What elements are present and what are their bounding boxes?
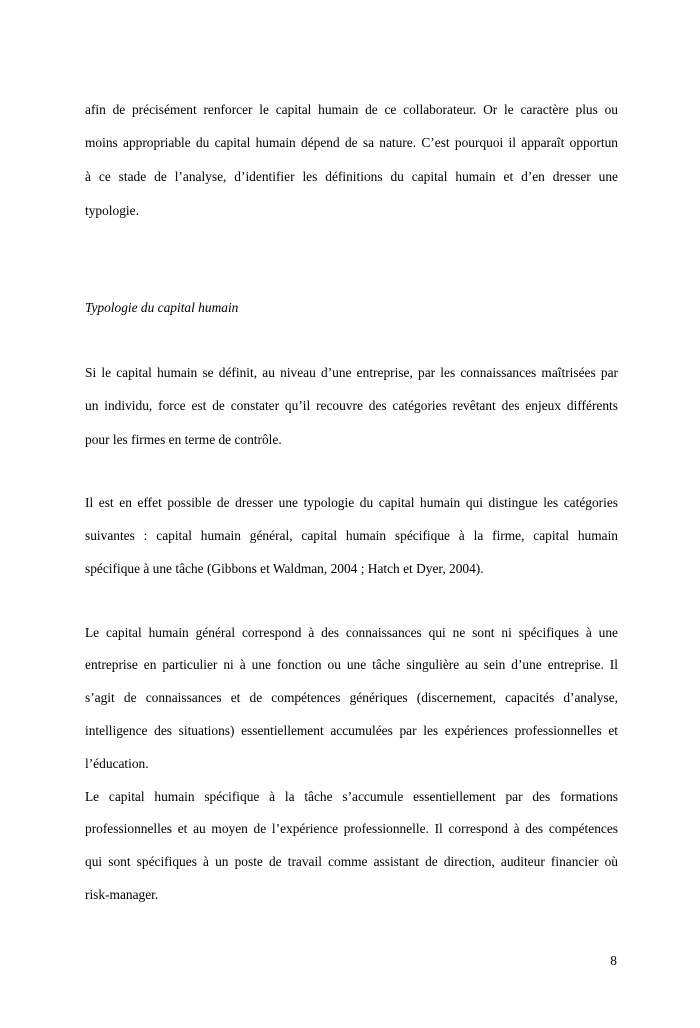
paragraph-1-line-3: à ce stade de l’analyse, d’identifier les définitions du capital humain et d’en dresser une — [85, 169, 618, 184]
paragraph-5-line-4: risk-manager. — [85, 887, 159, 902]
paragraph-2-line-3: pour les firmes en terme de contrôle. — [85, 432, 282, 447]
paragraph-4-line-4: intelligence des situations) essentiellement accumulées par les expériences professionnelles et — [85, 723, 618, 738]
paragraph-4-line-5: l’éducation. — [85, 756, 149, 771]
paragraph-5-line-2: professionnelles et au moyen de l’expérience professionnelle. Il correspond à des compétences — [85, 821, 618, 836]
paragraph-3-line-1: Il est en effet possible de dresser une typologie du capital humain qui distingue les catégories — [85, 495, 618, 510]
paragraph-1-line-2: moins appropriable du capital humain dépend de sa nature. C’est pourquoi il apparaît opportun — [85, 135, 618, 150]
paragraph-5-line-3: qui sont spécifiques à un poste de travail comme assistant de direction, auditeur financier où — [85, 854, 618, 869]
paragraph-3-line-2: suivantes : capital humain général, capital humain spécifique à la firme, capital humain — [85, 528, 618, 543]
page-number: 8 — [610, 953, 617, 968]
paragraph-1-line-1: afin de précisément renforcer le capital humain de ce collaborateur. Or le caractère plus ou — [85, 102, 618, 117]
paragraph-4-line-1: Le capital humain général correspond à des connaissances qui ne sont ni spécifiques à une — [85, 625, 618, 640]
paragraph-5-line-1: Le capital humain spécifique à la tâche s’accumule essentiellement par des formations — [85, 789, 618, 804]
section-heading: Typologie du capital humain — [85, 300, 239, 315]
paragraph-2-line-2: un individu, force est de constater qu’il recouvre des catégories revêtant des enjeux différents — [85, 398, 618, 413]
paragraph-2-line-1: Si le capital humain se définit, au niveau d’une entreprise, par les connaissances maîtrisées par — [85, 365, 618, 380]
paragraph-4-line-3: s’agit de connaissances et de compétences génériques (discernement, capacités d’analyse, — [85, 690, 618, 705]
paragraph-4-line-2: entreprise en particulier ni à une fonction ou une tâche singulière au sein d’une entreprise. Il — [85, 657, 618, 672]
paragraph-3-line-3: spécifique à une tâche (Gibbons et Waldman, 2004 ; Hatch et Dyer, 2004). — [85, 561, 484, 576]
paragraph-1-line-4: typologie. — [85, 203, 139, 218]
